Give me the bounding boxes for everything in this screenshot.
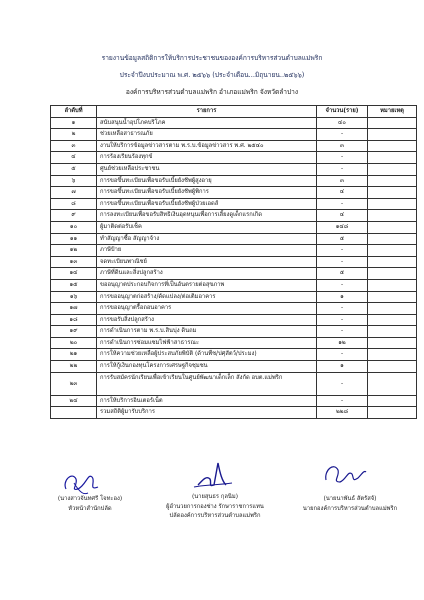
row-note [368, 291, 417, 303]
signer-name: (นายนาพันธ์ สัตรัสจั) [323, 496, 377, 502]
row-item: การให้ความช่วยเหลือผู้ประสบภัยพิบัติ (ด้านพืช/ปศุสัตว์/ประมง) [97, 349, 317, 361]
row-note [368, 337, 417, 349]
col-header-note: หมายเหตุ [368, 106, 417, 118]
row-item: ภาษีที่ดินและสิ่งปลูกสร้าง [97, 268, 317, 280]
row-amount: - [317, 395, 368, 407]
row-number: ๑๙ [51, 326, 97, 338]
row-amount: - [317, 303, 368, 315]
row-note [368, 175, 417, 187]
row-item: ทำสัญญาซื้อ สัญญาจ้าง [97, 233, 317, 245]
row-number: ๑๔ [51, 268, 97, 280]
table-row [51, 303, 417, 315]
signature-right-icon [318, 456, 372, 492]
row-item: การขออนุญาตรื้อถอนอาคาร [97, 303, 317, 315]
row-number: ๒๓ [51, 372, 97, 395]
row-amount: ๓ [317, 140, 368, 152]
row-amount: - [317, 314, 368, 326]
row-item: การให้บริการอินเตอร์เน็ต [97, 395, 317, 407]
table-row [51, 279, 417, 291]
report-title: รายงานข้อมูลสถิติการให้บริการประชาชนขององค์การบริหารส่วนตำบลแม่พริก [101, 54, 323, 62]
table-row [51, 221, 417, 233]
table-row [51, 129, 417, 141]
row-amount: ๔๐ [317, 117, 368, 129]
row-amount: - [317, 256, 368, 268]
table-header-row [51, 106, 417, 118]
signature-center-icon [188, 455, 238, 495]
row-item: การขอรับสิ่งปลูกสร้าง [97, 314, 317, 326]
table-row [51, 349, 417, 361]
signer-name: (นายสุนธร กุลนิม) [192, 494, 238, 500]
row-item: การร้องเรียนร้องทุกข์ [97, 152, 317, 164]
row-number: ๒๒ [51, 361, 97, 373]
signature-left-icon [58, 463, 108, 499]
signature-block-left [40, 495, 140, 514]
total-note [368, 407, 417, 419]
row-item: การรับสมัครนักเรียนเพื่อเข้าเรียนในศูนย์พัฒนาเด็กเล็ก สังกัด อบต.แม่พริก [97, 372, 317, 395]
row-amount: ๕ [317, 233, 368, 245]
row-note [368, 198, 417, 210]
row-amount: ๓ [317, 175, 368, 187]
signer-title-secondary: ปลัดองค์การบริหารส่วนตำบลแม่พริก [169, 513, 261, 519]
row-item: การดำเนินการตาม พ.ร.บ.สินบุ่ง ดินถม [97, 326, 317, 338]
table-row [51, 152, 417, 164]
col-header-item: รายการ [97, 106, 317, 118]
row-note [368, 268, 417, 280]
table-row [51, 210, 417, 222]
total-amount: ๒๒๘ [317, 407, 368, 419]
row-number: ๘ [51, 198, 97, 210]
signature-block-center [135, 493, 295, 522]
row-note [368, 233, 417, 245]
row-note [368, 279, 417, 291]
row-item: จดทะเบียนพาณิชย์ [97, 256, 317, 268]
total-spacer [51, 407, 97, 419]
row-note [368, 303, 417, 315]
row-amount: - [317, 245, 368, 257]
table-row [51, 233, 417, 245]
table-row [51, 337, 417, 349]
table-row [51, 117, 417, 129]
signer-title: นายกองค์การบริหารส่วนตำบลแม่พริก [302, 505, 398, 512]
row-amount: ๑๒ [317, 337, 368, 349]
row-note [368, 349, 417, 361]
table-row [51, 291, 417, 303]
row-amount: - [317, 198, 368, 210]
row-item: สนับสนุนน้ำอุปโภคบริโภค [97, 117, 317, 129]
signature-block-right [290, 495, 410, 514]
row-note [368, 140, 417, 152]
row-note [368, 314, 417, 326]
row-number: ๑๓ [51, 256, 97, 268]
signer-title: ผู้อำนวยการกองช่าง รักษาราชการแทน [166, 503, 264, 510]
row-number: ๙ [51, 210, 97, 222]
row-number: ๑๘ [51, 314, 97, 326]
row-item: การขอขึ้นทะเบียนเพื่อขอรับเบี้ยยังชีพผู้พิการ [97, 187, 317, 199]
table-row [51, 395, 417, 407]
row-note [368, 256, 417, 268]
table-row [51, 268, 417, 280]
row-amount: - [317, 349, 368, 361]
row-amount: - [317, 129, 368, 141]
row-number: ๑๒ [51, 245, 97, 257]
signer-name: (นางสาวจันทศรี โจทะอง) [57, 496, 123, 502]
table-row [51, 314, 417, 326]
table-row [51, 187, 417, 199]
row-amount: ๑ [317, 361, 368, 373]
table-row [51, 140, 417, 152]
row-note [368, 187, 417, 199]
table-row [51, 372, 417, 395]
row-note [368, 361, 417, 373]
table-row [51, 361, 417, 373]
table-row [51, 175, 417, 187]
row-number: ๑ [51, 117, 97, 129]
row-amount: - [317, 326, 368, 338]
row-item: การลงทะเบียนเพื่อขอรับสิทธิเงินอุดหนุนเพื่อการเลี้ยงดูเด็กแรกเกิด [97, 210, 317, 222]
col-header-amount: จำนวน(ราย) [317, 106, 368, 118]
row-number: ๑๑ [51, 233, 97, 245]
row-item: การขอขึ้นทะเบียนเพื่อขอรับเบี้ยยังชีพผู้สูงอายุ [97, 175, 317, 187]
row-number: ๑๗ [51, 303, 97, 315]
row-item: การขอขึ้นทะเบียนเพื่อขอรับเบี้ยยังชีพผู้ป่วยเอดส์ [97, 198, 317, 210]
statistics-table [50, 105, 417, 419]
row-item: การขออนุญาตก่อสร้าง/ดัดแปลง/ต่อเติมอาคาร [97, 291, 317, 303]
row-number: ๒ [51, 129, 97, 141]
col-header-no: ลำดับที่ [51, 106, 97, 118]
row-note [368, 326, 417, 338]
table-row [51, 163, 417, 175]
row-number: ๖ [51, 175, 97, 187]
row-number: ๕ [51, 163, 97, 175]
row-number: ๒๑ [51, 349, 97, 361]
row-number: ๔ [51, 152, 97, 164]
row-number: ๑๐ [51, 221, 97, 233]
row-number: ๗ [51, 187, 97, 199]
row-amount: - [317, 279, 368, 291]
report-period: ประจำปีงบประมาณ พ.ศ. ๒๕๖๖ (ประจำเดือน...มิถุนายน..๒๕๖๖) [119, 71, 305, 79]
report-organization: องค์การบริหารส่วนตำบลแม่พริก อำเภอแม่พริก จังหวัดลำปาง [125, 88, 299, 96]
row-item: การดำเนินการซ่อมแซมไฟฟ้าสาธารณะ [97, 337, 317, 349]
row-item: งานให้บริการข้อมูลข่าวสารตาม พ.ร.บ.ข้อมูลข่าวสาร พ.ศ. ๒๕๔๐ [97, 140, 317, 152]
signer-title: หัวหน้าสำนักปลัด [68, 505, 112, 512]
row-amount: - [317, 152, 368, 164]
row-note [368, 129, 417, 141]
row-note [368, 395, 417, 407]
table-row [51, 326, 417, 338]
row-amount: - [317, 372, 368, 395]
row-note [368, 152, 417, 164]
row-item: ผู้มาติดต่อรับเช็ค [97, 221, 317, 233]
row-item: ศูนย์ช่วยเหลือประชาชน [97, 163, 317, 175]
row-note [368, 245, 417, 257]
table-total-row [51, 407, 417, 419]
row-amount: ๔ [317, 210, 368, 222]
table-row [51, 245, 417, 257]
row-note [368, 210, 417, 222]
row-number: ๓ [51, 140, 97, 152]
row-amount: ๑๔๘ [317, 221, 368, 233]
row-amount: - [317, 163, 368, 175]
table-row [51, 256, 417, 268]
row-amount: ๕ [317, 268, 368, 280]
row-note [368, 221, 417, 233]
row-item: การให้กู้เงินกองทุนโครงการเศรษฐกิจชุมชน [97, 361, 317, 373]
row-number: ๒๐ [51, 337, 97, 349]
row-number: ๑๖ [51, 291, 97, 303]
row-amount: ๔ [317, 187, 368, 199]
total-label: รวมสถิติผู้มารับบริการ [97, 407, 317, 419]
row-note [368, 117, 417, 129]
row-item: ขออนุญาตประกอบกิจการที่เป็นอันตรายต่อสุขภาพ [97, 279, 317, 291]
row-note [368, 372, 417, 395]
row-item: ภาษีป้าย [97, 245, 317, 257]
row-amount: ๑ [317, 291, 368, 303]
row-note [368, 163, 417, 175]
table-row [51, 198, 417, 210]
row-item: ช่วยเหลือสาธารณภัย [97, 129, 317, 141]
row-number: ๒๔ [51, 395, 97, 407]
row-number: ๑๕ [51, 279, 97, 291]
